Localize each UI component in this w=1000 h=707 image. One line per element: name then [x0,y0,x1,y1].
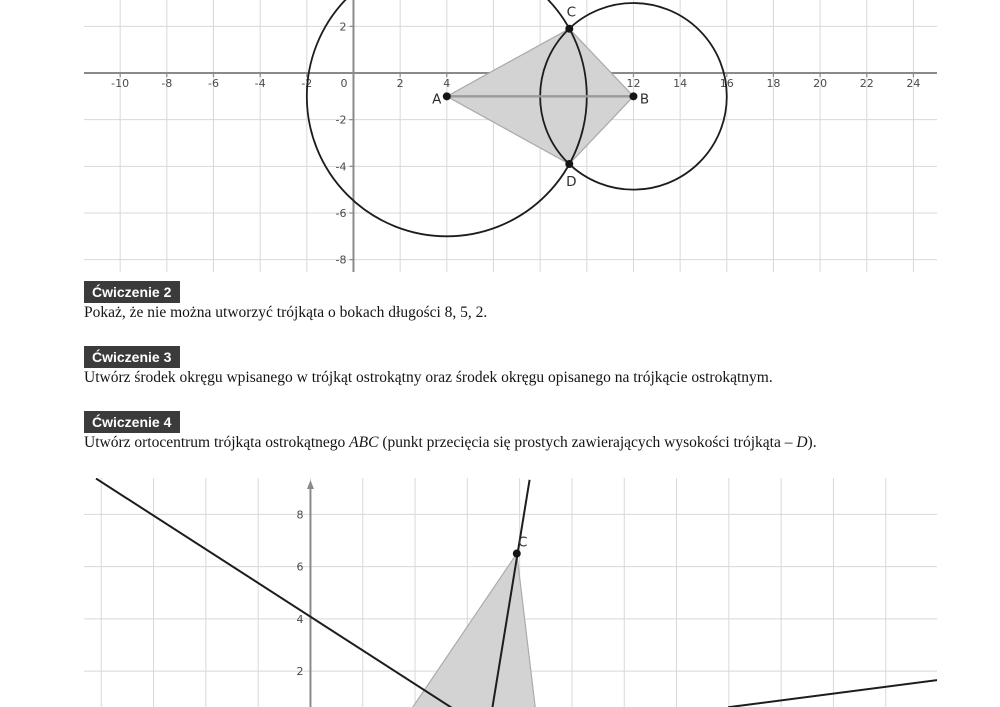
x-tick-label: 22 [859,77,874,91]
figure-orthocenter-construction [84,478,937,707]
italic-run: ABC [349,434,379,451]
point-label-B: B [639,91,650,108]
point-label-C: C [518,534,528,551]
y-tick-label: 4 [296,612,304,626]
point-label-C: C [566,4,577,21]
exercise-3-badge: Ćwiczenie 3 [84,346,180,368]
text-run: Utwórz środek okręgu wpisanego w trójkąt ostrokątny oraz środek okręgu opisanego na trójkącie ostrokątnym. [84,369,773,386]
x-tick-label: -10 [111,77,130,91]
y-tick-label: 2 [339,20,347,34]
y-tick-label: -4 [335,160,347,174]
exercise-4-badge: Ćwiczenie 4 [84,411,180,433]
x-tick-label: -8 [161,77,173,91]
y-tick-label: -8 [335,253,347,267]
y-tick-label: -2 [335,113,347,127]
x-tick-label: 20 [813,77,828,91]
y-tick-label: 2 [296,665,304,679]
x-tick-label: -6 [208,77,219,91]
text-run: (punkt przecięcia się prostych zawierających wysokości trójkąta – [378,434,797,451]
exercise-2-badge: Ćwiczenie 2 [84,281,180,303]
point-C [513,550,521,558]
x-tick-label: 14 [673,77,688,91]
y-tick-label: 6 [296,560,304,574]
exercise-2-text [84,303,487,322]
y-axis-arrow-icon [307,480,314,489]
origin-label: 0 [340,77,348,91]
shaded-polygon [402,554,537,707]
exercise-4-text [84,433,817,452]
text-run: Utwórz ortocentrum trójkąta ostrokątnego [84,434,350,451]
x-tick-label: 12 [626,77,641,91]
text-run: ). [807,434,817,451]
point-label-D: D [566,173,577,190]
italic-run: D [796,434,808,451]
x-tick-label: 24 [906,77,921,91]
x-tick-label: 16 [719,77,734,91]
x-tick-label: -2 [301,77,313,91]
point-A [443,92,451,100]
point-C [565,25,573,33]
construction-line [728,680,937,707]
x-tick-label: 18 [766,77,781,91]
y-tick-label: 8 [296,508,304,522]
point-B [629,92,637,100]
point-D [565,160,573,168]
y-tick-label: -6 [335,206,347,220]
construction-line [96,479,454,707]
figure-circles-construction [84,0,937,272]
exercise-3-text [84,368,773,387]
x-tick-label: 4 [443,77,451,91]
text-run: Pokaż, że nie można utworzyć trójkąta o bokach długości 8, 5, 2. [84,304,488,321]
x-tick-label: 2 [396,77,404,91]
x-tick-label: -4 [254,77,266,91]
point-label-A: A [432,91,442,108]
